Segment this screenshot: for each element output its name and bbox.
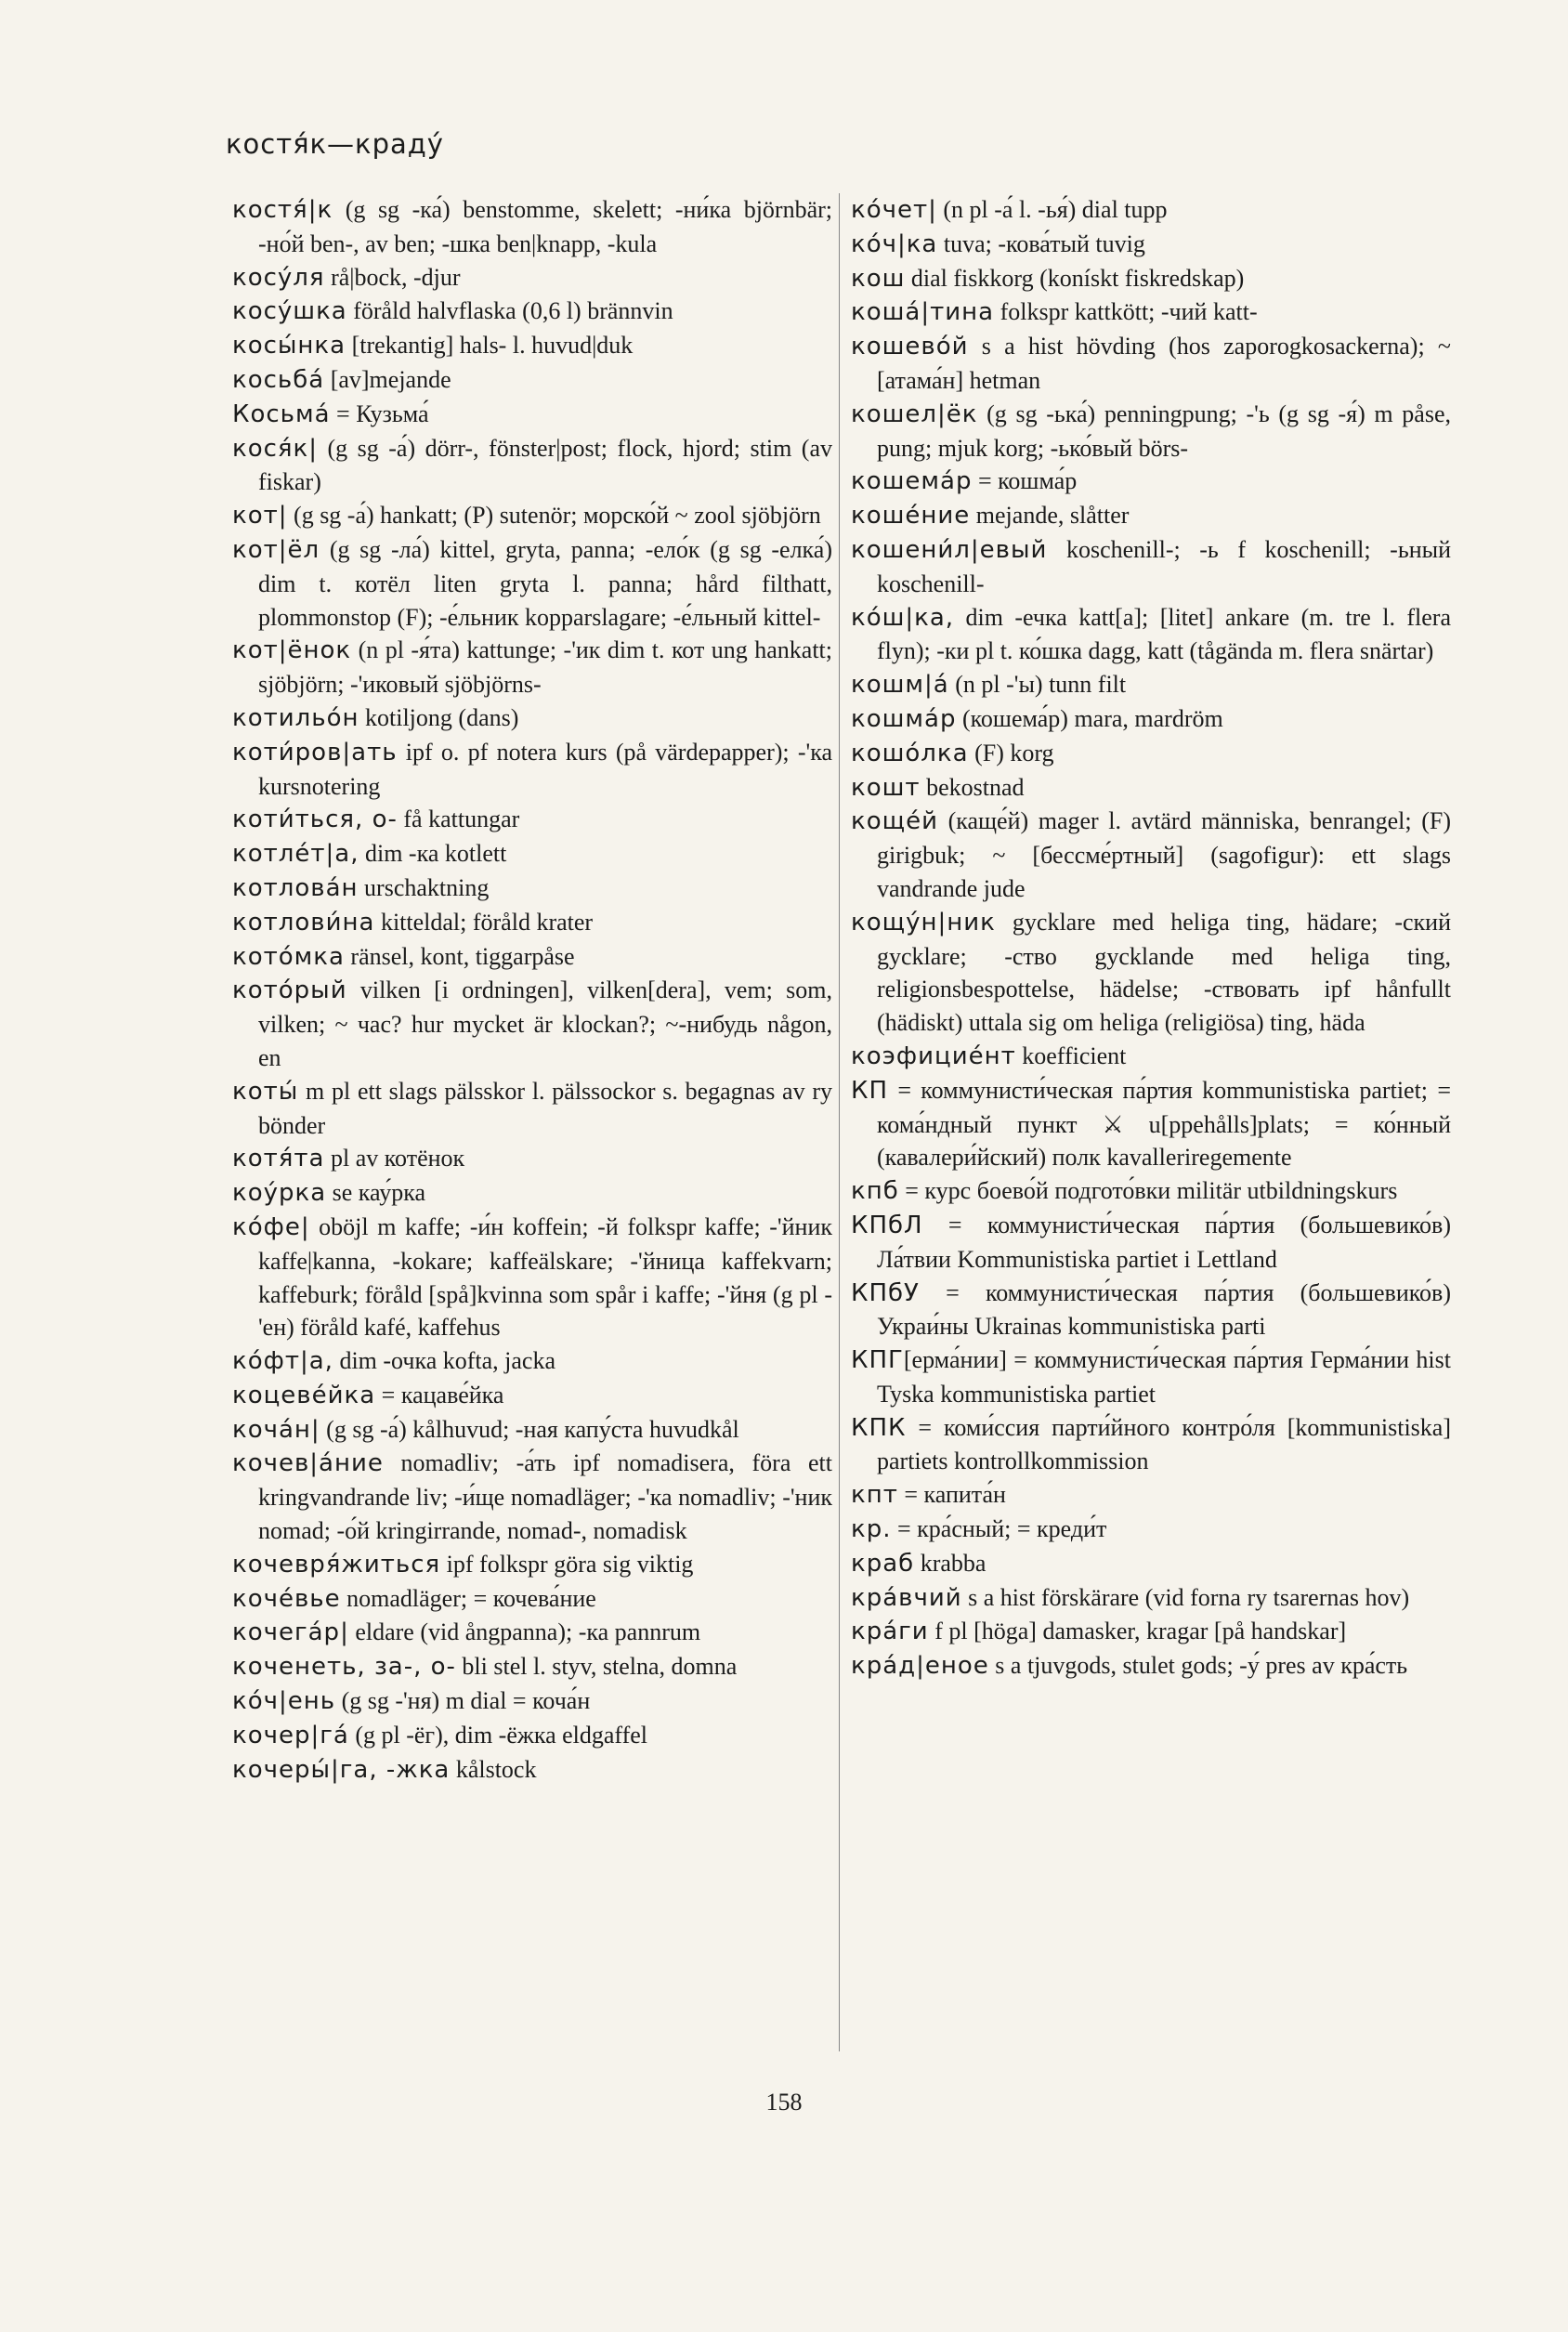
dictionary-entry (851, 805, 1451, 905)
dictionary-entry (851, 668, 1451, 702)
entry-headword: КПК (851, 1413, 907, 1442)
dictionary-entry (851, 465, 1451, 499)
dictionary-entry (232, 906, 832, 940)
entry-definition: oböjl m kaffe; -и́н koffein; -й folkspr kaffe; -'йник kaffe|kanna, -kokare; kaffeälskare; -'йница kaffekvarn; kaffeburk; föråld [spå]kvinna som spår i kaffe; -'йня (g pl -'ен) föråld kafé, kaffehus (258, 1212, 832, 1342)
entry-definition: = кошма́р (972, 467, 1078, 495)
entry-definition: = коммунисти́ческая па́ртия (большевико́в) Украи́ны Ukrainas kommunistiska parti (877, 1278, 1451, 1341)
entry-definition: vilken [i ordningen], vilken[dera], vem; som, vilken; ~ час? hur mycket är klockan?; ~-нибудь någon, en (258, 976, 832, 1071)
entry-headword: коу́рка (232, 1179, 327, 1208)
entry-definition: (каще́й) mager l. avtärd människa, benrangel; (F) girigbuk; ~ [бессме́ртный] (sagofigur): ett slags vandrande jude (877, 807, 1451, 902)
entry-headword: косу́ля (232, 263, 325, 292)
entry-definition: (g sg -ла́) kittel, gryta, panna; -ело́к (g sg -елка́) dim t. котёл liten gryta l. panna; hård filthatt, plommonstop (F); -е́льник kopparslagare; -е́льный kittel- (258, 535, 832, 631)
dictionary-entry (851, 1581, 1451, 1616)
entry-headword: коще́й (851, 807, 938, 836)
dictionary-entry (232, 701, 832, 736)
entry-headword: кочев|а́ние (232, 1449, 384, 1478)
entry-definition: kotiljong (dans) (359, 703, 519, 731)
entry-headword: кошево́й (851, 333, 969, 361)
dictionary-entry (232, 634, 832, 701)
entry-headword: КПГ (851, 1346, 904, 1375)
entry-definition: dial fiskkorg (konískt fiskredskap) (905, 264, 1245, 292)
entry-definition: = капита́н (897, 1481, 1006, 1509)
dictionary-entry (232, 1344, 832, 1379)
entry-headword: кот| (232, 502, 288, 531)
entry-headword: кочер|га́ (232, 1721, 349, 1749)
entry-headword: кпт (851, 1481, 898, 1510)
entry-definition: [trekantig] hals- l. huvud|duk (346, 332, 634, 360)
dictionary-entry (851, 1174, 1451, 1209)
dictionary-entry (232, 1582, 832, 1617)
entry-headword: котильо́н (232, 703, 359, 732)
dictionary-entry (232, 1142, 832, 1176)
dictionary-entry (851, 499, 1451, 533)
dictionary-entry (232, 803, 832, 837)
entry-definition: nomadläger; = кочева́ние (340, 1584, 596, 1612)
dictionary-entry (851, 533, 1451, 601)
entry-headword: КПбУ (851, 1278, 920, 1307)
entry-headword: косьба́ (232, 365, 325, 394)
entry-definition: (F) korg (968, 739, 1054, 766)
dictionary-entry (851, 228, 1451, 262)
entry-headword: кошема́р (851, 467, 973, 496)
entry-headword: кр. (851, 1515, 892, 1544)
entry-definition: [ерма́нии] = коммунисти́ческая па́ртия Герма́нии hist Tyska kommunistiska partiet (877, 1346, 1451, 1408)
entry-definition: eldare (vid ångpanna); -ка pannrum (348, 1618, 701, 1646)
entry-definition: (n pl -'ы) tunn filt (948, 671, 1127, 699)
entry-definition: = коммунисти́ческая па́ртия kommunistiska partiet; = кома́ндный пункт ⚔ u[ppehålls]plats; = ко́нный (кавалери́йский) полк kavalleriregemente (877, 1076, 1451, 1172)
dictionary-entry (232, 1650, 832, 1684)
dictionary-entry (232, 533, 832, 634)
entry-headword: кото́мка (232, 942, 345, 971)
dictionary-entry (851, 398, 1451, 465)
right-column (851, 193, 1451, 1683)
entry-definition: = курс боево́й подгото́вки militär utbildningskurs (898, 1177, 1398, 1205)
entry-headword: кпб (851, 1177, 899, 1206)
entry-definition: se кау́рка (326, 1179, 426, 1207)
dictionary-entry (232, 432, 832, 500)
dictionary-entry (851, 906, 1451, 1040)
dictionary-entry (232, 1447, 832, 1547)
entry-definition: urschaktning (358, 873, 490, 901)
entry-definition: kitteldal; föråld krater (374, 908, 594, 936)
entry-definition: bekostnad (920, 773, 1025, 801)
dictionary-entry (232, 1753, 832, 1788)
dictionary-entry (851, 1209, 1451, 1277)
dictionary-entry (851, 193, 1451, 228)
entry-headword: коти́ров|ать (232, 738, 398, 766)
entry-definition: (n pl -я́та) kattunge; -'ик dim t. кот ung hankatt; sjöbjörn; -'иковый sjöbjörns- (258, 636, 832, 699)
dictionary-entry (232, 940, 832, 975)
entry-definition: (g pl -ёг), dim -ёжка eldgaffel (348, 1721, 648, 1749)
entry-definition: gycklare med heliga ting, hädare; -ский gycklare; -ство gycklande med heliga ting, religionsbespottelse, hädelse; -ствовать ipf hånfullt (hädiskt) uttala sig om heliga (religiösa) ting, häda (877, 908, 1451, 1037)
entry-headword: кра́вчий (851, 1583, 962, 1612)
entry-definition: (g sg -а́) kålhuvud; -ная капу́ста huvudkål (320, 1415, 739, 1443)
entry-headword: костя́|к (232, 196, 333, 224)
dictionary-entry (851, 1615, 1451, 1649)
entry-definition: bli stel l. styv, stelna, domna (455, 1653, 738, 1681)
dictionary-entry (232, 1548, 832, 1582)
entry-definition: (g sg -а́) dörr-, fönster|post; flock, hjord; stim (av fiskar) (258, 434, 832, 496)
entry-headword: коче́вье (232, 1584, 341, 1613)
entry-headword: Косьма́ (232, 400, 331, 428)
entry-definition: = коми́ссия парти́йного контро́ля [kommunistiska] partiets kontrollkommission (877, 1413, 1451, 1475)
dictionary-entry (232, 837, 832, 871)
entry-headword: кочега́р| (232, 1618, 349, 1647)
dictionary-entry (851, 1343, 1451, 1411)
dictionary-entry (232, 363, 832, 398)
entry-definition: m pl ett slags pälsskor l. pälssockor s. begagnas av ry bönder (258, 1077, 832, 1139)
entry-definition: nomadliv; -а́ть ipf nomadisera, föra ett kringvandrande liv; -и́ще nomadläger; -'ка nomadliv; -'ник nomad; -о́й kringirrande, nomad-, nomadisk (258, 1449, 832, 1545)
entry-definition: mejande, slåtter (970, 502, 1130, 530)
entry-headword: котлови́на (232, 908, 375, 937)
entry-headword: кошма́р (851, 704, 957, 733)
entry-definition: f pl [höga] damasker, kragar [på handskar] (928, 1618, 1347, 1645)
entry-headword: кот|ёнок (232, 636, 352, 665)
dictionary-entry (232, 1176, 832, 1211)
dictionary-entry (232, 398, 832, 432)
left-column (232, 193, 832, 1787)
entry-definition: folkspr kattkött; -чий katt- (994, 298, 1258, 326)
entry-definition: pl av котёнок (324, 1145, 465, 1173)
dictionary-entry (232, 329, 832, 363)
entry-headword: кочеры́|га, -жка (232, 1755, 451, 1784)
dictionary-entry (851, 1411, 1451, 1479)
entry-headword: кра́д|еное (851, 1652, 989, 1681)
dictionary-entry (232, 1719, 832, 1753)
entry-headword: кощу́н|ник (851, 908, 996, 937)
dictionary-entry (851, 295, 1451, 330)
entry-definition: = Кузьма́ (330, 400, 429, 427)
dictionary-entry (232, 193, 832, 261)
entry-definition: koschenill-; -ь f koschenill; -ьный koschenill- (877, 535, 1451, 597)
entry-headword: кошм|а́ (851, 671, 949, 700)
entry-headword: коченеть, за-, о- (232, 1653, 456, 1682)
entry-definition: ränsel, kont, tiggarpåse (344, 942, 575, 970)
entry-headword: КПбЛ (851, 1211, 923, 1239)
entry-headword: кошт (851, 773, 921, 802)
dictionary-entry (851, 1040, 1451, 1074)
dictionary-entry (851, 1513, 1451, 1547)
entry-headword: котлова́н (232, 873, 359, 902)
entry-definition: ipf folkspr göra sig viktig (440, 1550, 694, 1578)
dictionary-entry (232, 295, 832, 329)
entry-headword: котле́т|а, (232, 840, 359, 869)
entry-headword: ко́ш|ка, (851, 603, 955, 632)
entry-headword: коэфицие́нт (851, 1042, 1016, 1070)
entry-headword: кочевря́житься (232, 1550, 441, 1579)
entry-headword: кошо́лка (851, 739, 969, 767)
dictionary-entry (232, 871, 832, 906)
dictionary-entry (232, 499, 832, 533)
entry-headword: ко́фт|а, (232, 1347, 333, 1376)
dictionary-entry (851, 330, 1451, 398)
entry-headword: коча́н| (232, 1415, 320, 1444)
entry-definition: (g sg -'ня) m dial = коча́н (335, 1687, 591, 1715)
dictionary-entry (851, 702, 1451, 737)
dictionary-entry (232, 1379, 832, 1413)
dictionary-entry (232, 1413, 832, 1448)
dictionary-entry (851, 1649, 1451, 1683)
dictionary-entry (851, 1277, 1451, 1344)
entry-definition: (g sg -ка́) benstomme, skelett; -ни́ка björnbär; -но́й ben-, av ben; -шка ben|knapp, -kula (258, 196, 832, 257)
entry-headword: ко́ч|ень (232, 1687, 336, 1716)
entry-definition: = коммунисти́ческая па́ртия (большевико́в) Ла́твии Kommunistiska partiet i Lettland (877, 1211, 1451, 1273)
entry-headword: коша́|тина (851, 298, 995, 327)
entry-headword: кошени́л|евый (851, 535, 1048, 564)
entry-headword: кош (851, 264, 906, 293)
entry-headword: кошел|ёк (851, 400, 978, 428)
entry-definition: dim -ечка katt[a]; [litet] ankare (m. tre l. flera flyn); -ки pl t. ко́шка dagg, katt (tågända m. flera snärtar) (877, 603, 1451, 665)
entry-headword: КП (851, 1076, 889, 1105)
entry-headword: кося́к| (232, 434, 319, 463)
entry-headword: коцеве́йка (232, 1381, 376, 1409)
entry-headword: ко́чет| (851, 196, 937, 224)
dictionary-entry (232, 974, 832, 1074)
entry-headword: ко́фе| (232, 1212, 310, 1241)
entry-headword: коше́ние (851, 502, 971, 531)
entry-headword: кото́рый (232, 976, 347, 1005)
entry-definition: s a hist hövding (hos zaporogkosackerna); ~ [атама́н] hetman (877, 333, 1451, 394)
entry-headword: кот|ёл (232, 535, 320, 564)
dictionary-entry (851, 737, 1451, 771)
entry-headword: ко́ч|ка (851, 229, 938, 258)
entry-definition: = кацаве́йка (375, 1381, 504, 1408)
dictionary-entry (851, 262, 1451, 296)
entry-headword: косу́шка (232, 297, 347, 326)
dictionary-entry (232, 1075, 832, 1143)
entry-definition: kålstock (450, 1755, 537, 1783)
entry-definition: rå|bock, -djur (324, 263, 461, 291)
dictionary-entry (232, 261, 832, 295)
dictionary-entry (851, 1478, 1451, 1513)
entry-definition: föråld halvflaska (0,6 l) brännvin (346, 297, 673, 325)
entry-definition: (кошема́р) mara, mardröm (956, 704, 1223, 732)
dictionary-entry (851, 771, 1451, 806)
entry-definition: ipf o. pf notera kurs (på värdepapper); -'ка kursnotering (258, 738, 832, 800)
column-divider (839, 193, 840, 2051)
entry-definition: koefficient (1015, 1042, 1127, 1069)
entry-definition: [av]mejande (324, 365, 451, 393)
page-header: костя́к—краду́ (226, 128, 444, 160)
entry-definition: (g sg -ька́) penningpung; -'ь (g sg -я́) m påse, pung; mjuk korg; -ько́вый börs- (877, 400, 1451, 462)
dictionary-entry (232, 1211, 832, 1344)
dictionary-entry (232, 1684, 832, 1719)
entry-definition: s a hist förskärare (vid forna ry tsarernas hov) (961, 1583, 1410, 1611)
entry-headword: косы́нка (232, 332, 346, 360)
dictionary-entry (851, 1074, 1451, 1174)
entry-definition: dim -очка kofta, jacka (333, 1347, 556, 1375)
page-number: 158 (765, 2089, 803, 2116)
entry-headword: краб (851, 1549, 915, 1578)
entry-headword: коты́ (232, 1077, 299, 1106)
entry-definition: s a tjuvgods, stulet gods; -у́ pres av кра́сть (988, 1652, 1408, 1680)
entry-headword: коти́ться, о- (232, 806, 398, 834)
entry-definition: = кра́сный; = креди́т (891, 1515, 1107, 1543)
entry-definition: dim -ка kotlett (359, 840, 507, 868)
entry-definition: krabba (914, 1549, 987, 1577)
entry-definition: tuva; -кова́тый tuvig (937, 229, 1145, 257)
dictionary-entry (851, 601, 1451, 669)
entry-headword: кра́ги (851, 1618, 929, 1646)
dictionary-entry (851, 1547, 1451, 1581)
entry-definition: få kattungar (397, 806, 520, 833)
entry-definition: (g sg -а́) hankatt; (P) sutenör; морско́й ~ zool sjöbjörn (287, 502, 821, 530)
entry-definition: (n pl -а́ l. -ья́) dial tupp (936, 196, 1168, 223)
dictionary-entry (232, 1616, 832, 1650)
dictionary-entry (232, 736, 832, 804)
entry-headword: котя́та (232, 1145, 325, 1173)
